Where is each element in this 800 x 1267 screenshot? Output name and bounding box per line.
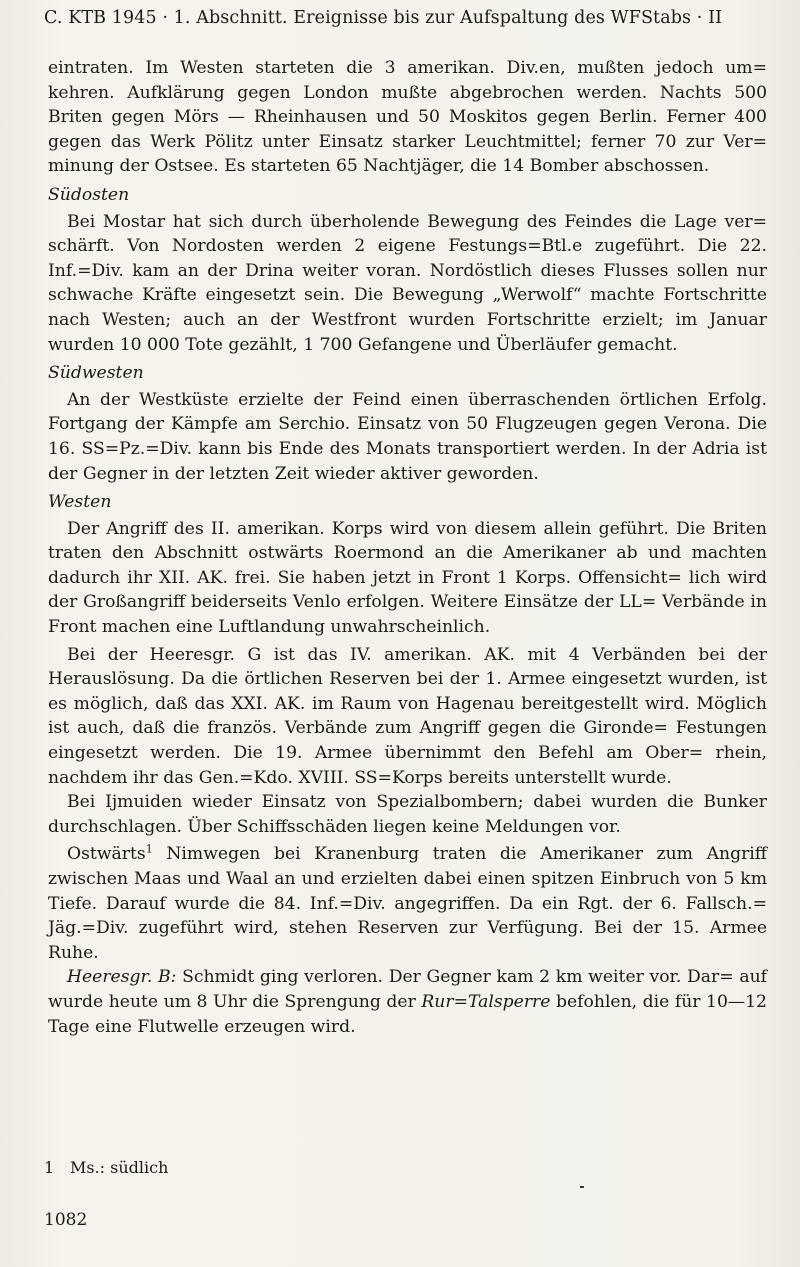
page-number: 1082	[44, 1210, 88, 1230]
heeresgruppe-label: Heeresgr. B:	[67, 967, 177, 988]
paragraph-westen-4	[48, 842, 767, 965]
footnote-text: Ms.: südlich	[70, 1158, 169, 1177]
section-heading-suedwesten: Südwesten	[48, 363, 144, 384]
section-heading-westen: Westen	[48, 492, 112, 513]
place-name-rur-talsperre: Rur=Talsperre	[421, 991, 551, 1012]
footnote-reference: 1	[145, 842, 153, 856]
paragraph-westen-5-text-1: Schmidt ging verloren. Der Gegner kam 2 km weiter vor. Dar= auf wurde heute um 8 Uhr die Sprengung der	[48, 967, 767, 1012]
paragraph-suedosten: Bei Mostar hat sich durch überholende Bewegung des Feindes die Lage ver= schärft. Von Nordosten werden 2 eigene Festungs=Btl.e zugeführt. Die 22. Inf.=Div. kam an der Drina weiter voran. Nordöstlich dieses Flusses sollen nur schwache Kräfte eingesetzt sein. Die Bewegung „Werwolf“ machte Fortschritte nach Westen; auch an der Westfront wurden Fortschritte erzielt; im Januar wurden 10 000 Tote gezählt, 1 700 Gefangene und Überläufer gemacht.	[48, 211, 767, 355]
paragraph-westen-4-rest: Nimwegen bei Kranenburg traten die Amerikaner zum Angriff zwischen Maas und Waal an und erzielten dabei einen spitzen Einbruch von 5 km Tiefe. Darauf wurde die 84. Inf.=Div. angegriffen. Da ein Rgt. der 6. Fallsch.= Jäg.=Div. zugeführt wird, stehen Reserven zur Verfügung. Bei der 15. Armee Ruhe.	[48, 844, 767, 963]
paragraph-westen-5-text-2: befohlen, die für 10—12 Tage eine Flutwelle erzeugen wird.	[48, 991, 767, 1037]
paragraph-westen-2: Bei der Heeresgr. G ist das IV. amerikan. AK. mit 4 Verbänden bei der Herauslösung. Da die örtlichen Reserven bei der 1. Armee eingesetzt wurden, ist es möglich, daß das XXI. AK. im Raum von Hagenau bereitgestellt wird. Möglich ist auch, daß die französ. Verbände zum Angriff gegen die Gironde= Festungen eingesetzt werden. Die 19. Armee übernimmt den Befehl am Ober= rhein, nachdem ihr das Gen.=Kdo. XVIII. SS=Korps bereits unterstellt wurde.	[48, 644, 767, 788]
footnote-number: 1	[44, 1158, 55, 1177]
running-head: C. KTB 1945 · 1. Abschnitt. Ereignisse bis zur Aufspaltung des WFStabs · II	[44, 8, 723, 28]
section-heading-suedosten: Südosten	[48, 184, 130, 205]
footnote	[44, 1158, 764, 1177]
print-speck	[580, 1186, 584, 1188]
paragraph-westen-5	[48, 965, 767, 1039]
paragraph-suedwesten: An der Westküste erzielte der Feind einen überraschenden örtlichen Erfolg. Fortgang der Kämpfe am Serchio. Einsatz von 50 Flugzeugen gegen Verona. Die 16. SS=Pz.=Div. kann bis Ende des Monats transportiert werden. In der Adria ist der Gegner in der letzten Zeit wieder aktiver geworden.	[48, 389, 767, 484]
main-text	[48, 56, 767, 1039]
intro-paragraph: eintraten. Im Westen starteten die 3 amerikan. Div.en, mußten jedoch um= kehren. Aufklärung gegen London mußte abgebrochen werden. Nachts 500 Briten gegen Mörs — Rheinhausen und 50 Moskitos gegen Berlin. Ferner 400 gegen das Werk Pölitz unter Einsatz starker Leuchtmittel; ferner 70 zur Ver= minung der Ostsee. Es starteten 65 Nachtjäger, die 14 Bomber abschossen.	[48, 58, 767, 177]
paragraph-westen-3: Bei Ijmuiden wieder Einsatz von Spezialbombern; dabei wurden die Bunker durchschlagen. Über Schiffsschäden liegen keine Meldungen vor.	[48, 792, 767, 837]
paragraph-westen-4-lead: Ostwärts	[67, 844, 146, 865]
paragraph-westen-1: Der Angriff des II. amerikan. Korps wird von diesem allein geführt. Die Briten traten den Abschnitt ostwärts Roermond an die Amerikaner ab und machten dadurch ihr XII. AK. frei. Sie haben jetzt in Front 1 Korps. Offensicht= lich wird der Großangriff beiderseits Venlo erfolgen. Weitere Einsätze der LL= Verbände in Front machen eine Luftlandung unwahrscheinlich.	[48, 518, 767, 638]
